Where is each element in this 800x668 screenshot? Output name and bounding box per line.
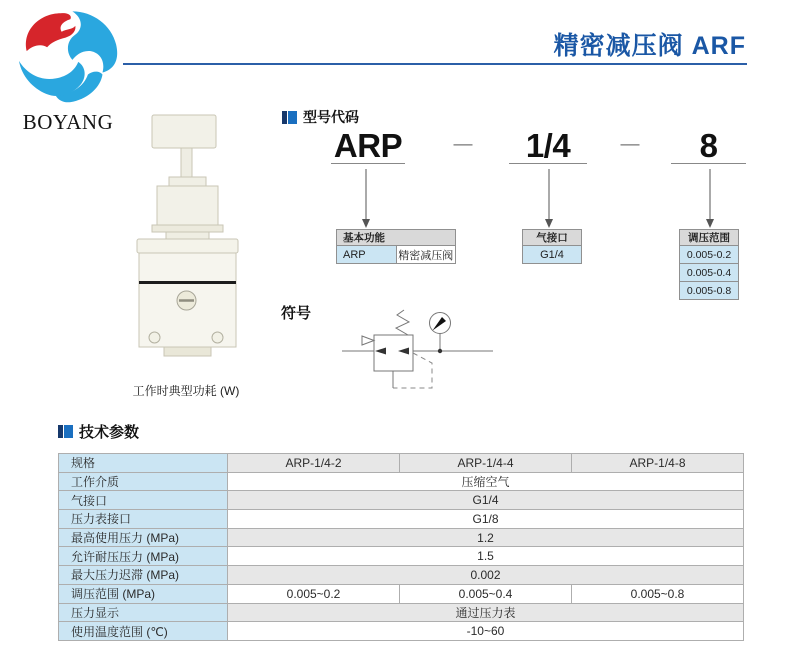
section-bullet-icon <box>282 111 297 124</box>
cell-value: 0.005~0.2 <box>228 584 400 603</box>
row-label: 气接口 <box>59 491 228 510</box>
table-row <box>59 454 744 473</box>
table-row <box>59 510 744 529</box>
pneumatic-symbol <box>325 297 510 397</box>
product-caption: 工作时典型功耗 (W) <box>132 384 240 398</box>
cell-value: 0.002 <box>228 566 744 585</box>
table-row <box>59 566 744 585</box>
brand-logo <box>17 8 119 111</box>
brand-name: BOYANG <box>22 110 114 134</box>
row-label: 工作介质 <box>59 472 228 491</box>
pressure-range-header: 调压范围 <box>680 230 739 246</box>
row-label: 最大压力迟滞 (MPa) <box>59 566 228 585</box>
tech-table-body <box>59 454 744 641</box>
row-label: 压力表接口 <box>59 510 228 529</box>
cell-value: 压缩空气 <box>228 472 744 491</box>
title-rule <box>123 63 747 65</box>
code-range: 8 <box>671 128 746 164</box>
row-label: 调压范围 (MPa) <box>59 584 228 603</box>
section-bullet-icon <box>58 425 73 438</box>
cell-value: 通过压力表 <box>228 603 744 622</box>
table-row <box>59 491 744 510</box>
table-row <box>59 547 744 566</box>
pressure-range-value: 0.005-0.8 <box>680 282 739 300</box>
arrow-down-icons <box>0 166 800 230</box>
model-code-section-title <box>282 107 359 127</box>
row-label: 压力显示 <box>59 603 228 622</box>
cell-value: -10~60 <box>228 622 744 641</box>
basic-function-header: 基本功能 <box>337 230 456 246</box>
basic-function-desc: 精密减压阀 <box>396 246 456 264</box>
code-port: 1/4 <box>509 128 587 164</box>
code-separator: — <box>620 134 640 155</box>
row-label: 最高使用压力 (MPa) <box>59 528 228 547</box>
cell-value: G1/4 <box>228 491 744 510</box>
port-value: G1/4 <box>523 246 582 264</box>
table-row <box>59 528 744 547</box>
pressure-range-value: 0.005-0.2 <box>680 246 739 264</box>
product-image <box>136 113 240 358</box>
cell-value: 0.005~0.8 <box>572 584 744 603</box>
port-table <box>522 229 582 264</box>
table-row <box>59 584 744 603</box>
port-header: 气接口 <box>523 230 582 246</box>
cell-value: 1.5 <box>228 547 744 566</box>
symbol-section-title: 符号 <box>281 305 312 322</box>
cell-value: 0.005~0.4 <box>400 584 572 603</box>
cell-value: ARP-1/4-8 <box>572 454 744 473</box>
basic-function-table <box>336 229 456 264</box>
table-row <box>59 622 744 641</box>
brand-logo-icon <box>17 8 119 106</box>
cell-value: G1/8 <box>228 510 744 529</box>
code-basic: ARP <box>331 128 405 164</box>
cell-value: ARP-1/4-4 <box>400 454 572 473</box>
tech-parameters-table <box>58 453 744 641</box>
code-separator: — <box>453 134 473 155</box>
table-row <box>59 603 744 622</box>
section-title-text: 技术参数 <box>79 424 140 441</box>
row-label: 使用温度范围 (℃) <box>59 622 228 641</box>
cell-value: ARP-1/4-2 <box>228 454 400 473</box>
cell-value: 1.2 <box>228 528 744 547</box>
row-label: 规格 <box>59 454 228 473</box>
pressure-range-value: 0.005-0.4 <box>680 264 739 282</box>
row-label: 允许耐压压力 (MPa) <box>59 547 228 566</box>
tech-section-title <box>58 421 139 442</box>
table-row <box>59 472 744 491</box>
basic-function-code: ARP <box>337 246 397 264</box>
pressure-range-table <box>679 229 739 300</box>
page-title: 精密减压阀 ARF <box>553 32 746 60</box>
section-title-text: 型号代码 <box>303 109 359 125</box>
